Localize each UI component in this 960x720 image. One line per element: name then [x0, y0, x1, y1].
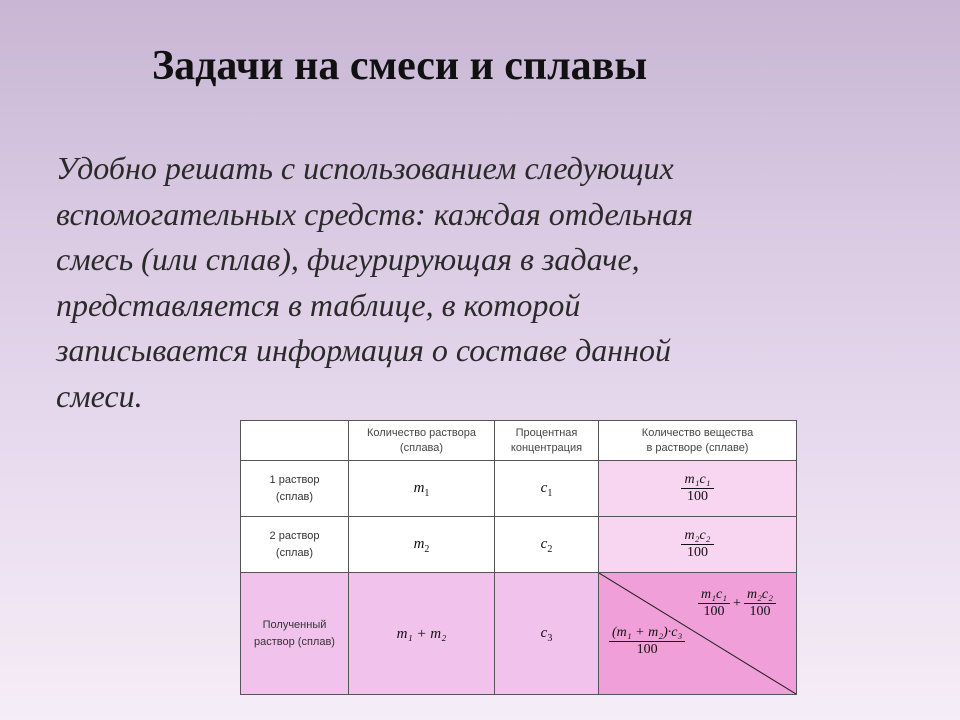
mass-cell: $m_2$	[349, 517, 495, 573]
row-label: 2 раствор (сплав)	[241, 517, 349, 573]
header-concentration: Процентная концентрация	[495, 421, 599, 461]
table-row	[241, 517, 797, 573]
substance-cell	[599, 517, 797, 573]
mass-cell: m₁ + m₂	[349, 573, 495, 695]
table-row	[241, 461, 797, 517]
body-line: смесь (или сплав), фигурирующая в задаче,	[56, 241, 640, 277]
header-substance: Количество вещества в растворе (сплаве)	[599, 421, 797, 461]
row-label: Полученный раствор (сплав)	[241, 573, 349, 695]
table-header-row	[241, 421, 797, 461]
fraction: $\frac{\text{m₁c₁}}{100}$	[681, 472, 713, 505]
mixture-table	[240, 420, 797, 695]
fraction: $\frac{\text{m₂c₂}}{100}$	[681, 528, 713, 561]
result-formula: $\frac{\text{(m₁ + m₂)·c₃}}{100}$	[609, 625, 685, 658]
header-mass: Количество раствора (сплава)	[349, 421, 495, 461]
body-line: записывается информация о составе данной	[56, 332, 672, 368]
result-cell	[599, 573, 797, 695]
slide-title: Задачи на смеси и сплавы	[152, 43, 648, 89]
row-label: 1 раствор (сплав)	[241, 461, 349, 517]
body-line: вспомогательных средств: каждая отдельная	[56, 195, 694, 232]
body-paragraph	[56, 146, 876, 419]
sum-formula: $\frac{\text{m₁c₁}}{100}$ + $\frac{\text{m₂c₂}}{100}$	[698, 587, 776, 620]
table-row	[241, 573, 797, 695]
mass-cell: $m_1$	[349, 461, 495, 517]
concentration-cell: $c_2$	[495, 517, 599, 573]
body-line: представляется в таблице, в которой	[56, 286, 581, 323]
concentration-cell: $c_3$	[495, 573, 599, 695]
corner-cell	[241, 421, 349, 461]
substance-cell	[599, 461, 797, 517]
concentration-cell: $c_1$	[495, 461, 599, 517]
body-line: смеси.	[56, 377, 143, 414]
body-line: Удобно решать с использованием следующих	[56, 150, 674, 186]
